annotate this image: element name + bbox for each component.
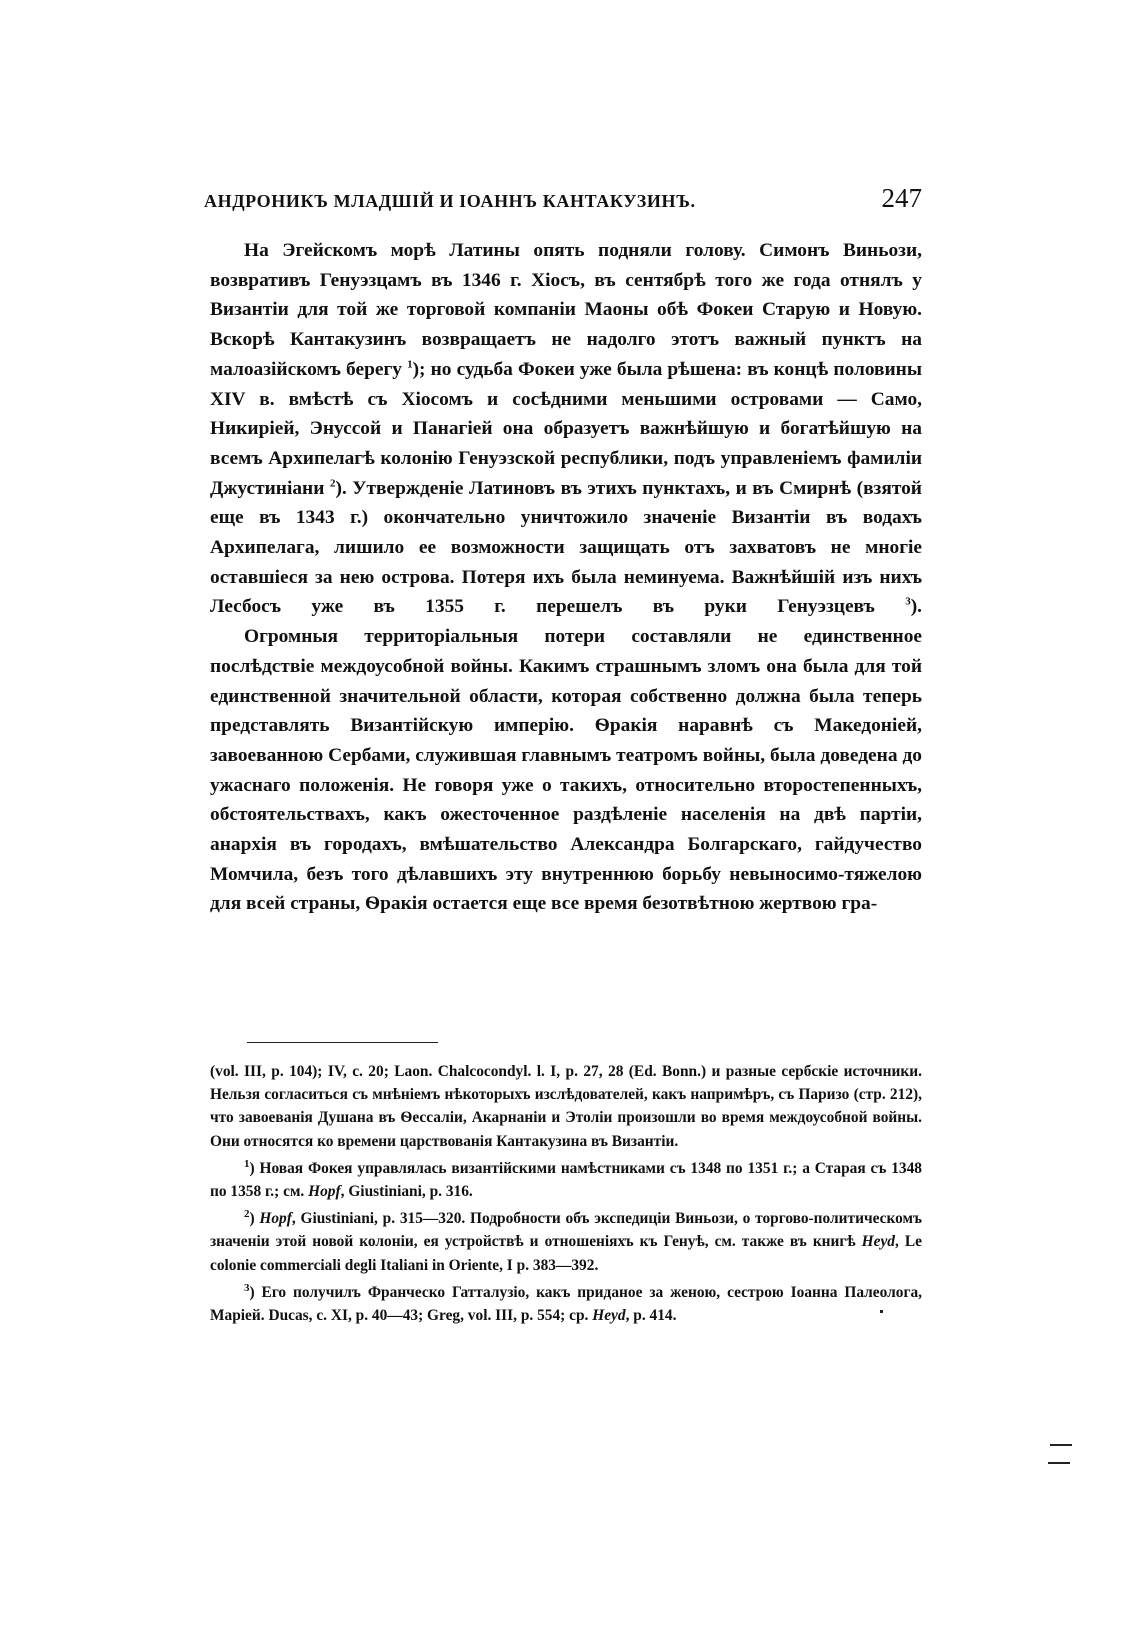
footnote-ref-2: 2 (329, 477, 336, 490)
footnote-ref-3: 3 (905, 595, 911, 608)
footnote-ref-1: 1 (407, 358, 413, 371)
footnote-separator (247, 1042, 438, 1043)
margin-dash-2 (1048, 1462, 1070, 1464)
footnote-3: $^3$) Его получилъ Франческо Гатталузіо, какъ приданое за женою, сестрою Іоанна Палеолога, Маріей. Ducas, c. XI, p. 40—43; Greg, vol. III, p. 554; cp. Heyd, p. 414. (210, 1281, 922, 1325)
running-title: АНДРОНИКЪ МЛАДШІЙ И ІОАННЪ КАНТАКУЗИНЪ. (204, 191, 696, 211)
footnotes (210, 1060, 922, 1331)
margin-dash-1 (1050, 1444, 1072, 1446)
footnote-continuation: (vol. III, p. 104); IV, c. 20; Laon. Chalcocondyl. l. I, p. 27, 28 (Ed. Bonn.) и разные сербскіе источники. Нельзя согласиться съ мнѣніемъ нѣкоторыхъ изслѣдователей, какъ напримѣръ, съ Паризо (стр. 212), что завоеванія Душана въ Ѳессаліи, Акарнаніи и Этоліи произошли во время междоусобной войны. Они относятся ко времени царствованія Кантакузина въ Византіи. (210, 1063, 922, 1150)
main-text (210, 236, 922, 919)
paragraph-2: Огромныя территоріальныя потери составляли не единственное послѣдствіе междоусобной войны. Какимъ страшнымъ зломъ она была для той единственной значительной области, которая собственно должна была теперь представлять Византійскую имперію. Ѳракія наравнѣ съ Македоніей, завоеванною Сербами, служившая главнымъ театромъ войны, была доведена до ужаснаго положенія. Не говоря уже о такихъ, относительно второстепенныхъ, обстоятельствахъ, какъ ожесточенное раздѣленіе населенія на двѣ партіи, анархія въ городахъ, вмѣшательство Александра Болгарскаго, гайдучество Момчила, безъ того дѣлавшихъ эту внутреннюю борьбу невыносимо-тяжелою для всей страны, Ѳракія остается еще все время безотвѣтною жертвою гра- (210, 626, 922, 915)
page-header (200, 183, 922, 214)
paragraph-1: На Эгейскомъ морѣ Латины опять подняли голову. Симонъ Виньози, возвративъ Генуэзцамъ въ 1346 г. Хіосъ, въ сентябрѣ того же года отнялъ у Византіи для той же торговой компаніи Маоны обѣ Фокеи Старую и Новую. Вскорѣ Кантакузинъ возвращаетъ не надолго этотъ важный пунктъ на малоазійскомъ берегу $^1$); но судьба Фокеи уже была рѣшена: въ концѣ половины XIV в. вмѣстѣ съ Хіосомъ и сосѣдними меньшими островами — Само, Никиріей, Энуссой и Панагіей она образуетъ важнѣйшую и богатѣйшую на всемъ Архипелагѣ колонію Генуэзской республики, подъ управленіемъ фамиліи Джустиніани $^2$). Утвержденіе Латиновъ въ этихъ пунктахъ, и въ Смирнѣ (взятой еще въ 1343 г.) окончательно уничтожило значеніе Византіи въ водахъ Архипелага, лишило ее возможности защищать отъ захватовъ не многіе оставшіеся за нею острова. Потеря ихъ была неминуема. Важнѣйшій изъ нихъ Лесбосъ уже въ 1355 г. перешелъ въ руки Генуэзцевъ $^3$). (210, 240, 922, 618)
footnote-2: $^2$) Hopf, Giustiniani, p. 315—320. Подробности объ экспедиціи Виньози, о торгово-политическомъ значеніи этой новой колоніи, ея устройствѣ и отношеніяхъ къ Генуѣ, см. также въ книгѣ Heyd, Le colonie commerciali degli Italiani in Oriente, I p. 383—392. (210, 1208, 922, 1274)
margin-dot (880, 1310, 883, 1313)
footnote-1: $^1$) Новая Фокея управлялась византійскими намѣстниками съ 1348 по 1351 г.; а Старая съ 1348 по 1358 г.; см. Hopf, Giustiniani, p. 316. (210, 1157, 922, 1201)
page-number: 247 (881, 183, 922, 213)
